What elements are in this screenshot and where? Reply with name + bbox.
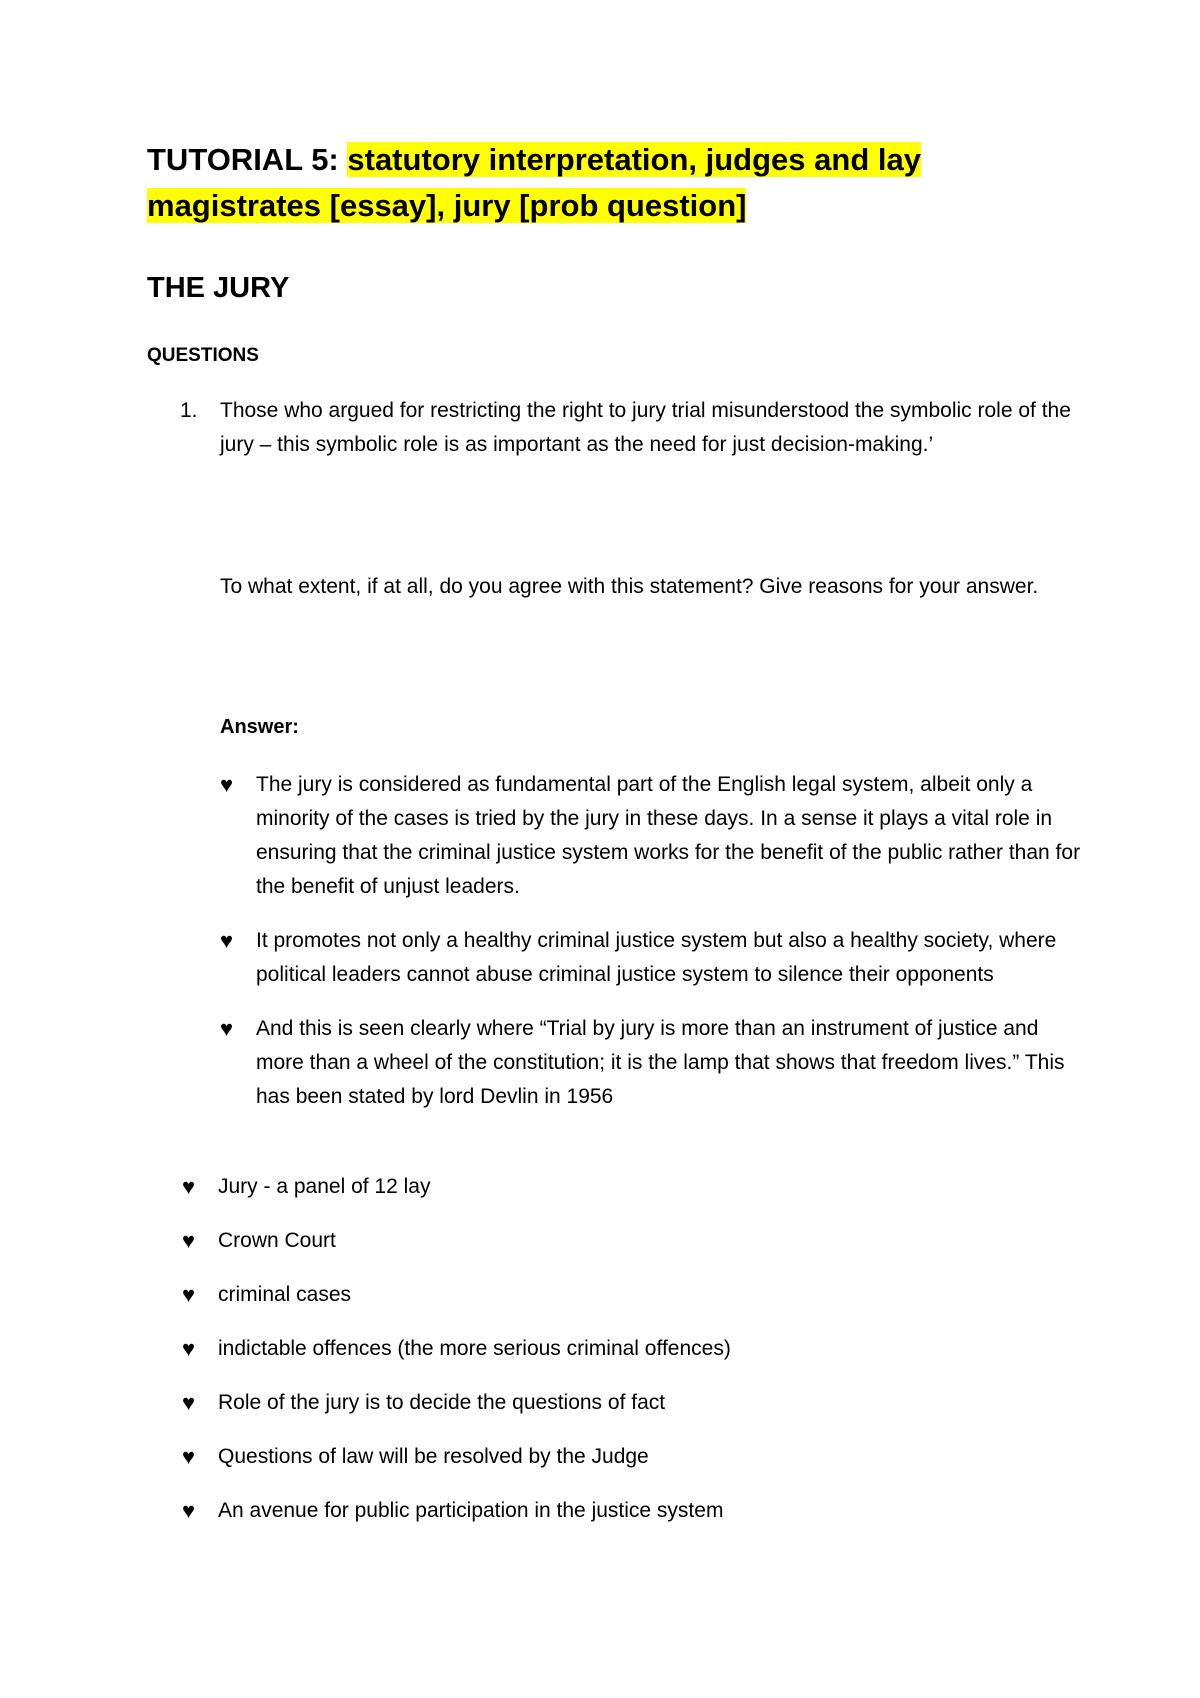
list-item bbox=[182, 1170, 1082, 1204]
list-item bbox=[182, 1332, 1082, 1366]
bullet-text: Crown Court bbox=[218, 1229, 336, 1252]
list-item bbox=[220, 768, 1090, 904]
answer-label: Answer: bbox=[220, 716, 299, 738]
heart-icon: ♥ bbox=[182, 1282, 196, 1307]
list-item bbox=[182, 1224, 1082, 1258]
heart-icon: ♥ bbox=[182, 1174, 196, 1199]
heart-icon: ♥ bbox=[182, 1336, 196, 1361]
bullet-text: criminal cases bbox=[218, 1283, 352, 1306]
notes-bullet-list bbox=[182, 1170, 1082, 1548]
list-item bbox=[182, 1386, 1082, 1420]
list-item bbox=[182, 1278, 1082, 1312]
question-text: Those who argued for restricting the right to jury trial misunderstood the symbolic role of the jury – this symbolic role is as important as the need for just decision-making.’ bbox=[220, 399, 1071, 456]
list-item bbox=[182, 1440, 1082, 1474]
bullet-text: indictable offences (the more serious criminal offences) bbox=[218, 1337, 731, 1360]
heart-icon: ♥ bbox=[220, 1016, 234, 1041]
tutorial-title-prefix: TUTORIAL 5: bbox=[147, 142, 348, 177]
bullet-text: An avenue for public participation in the justice system bbox=[218, 1499, 724, 1522]
heart-icon: ♥ bbox=[182, 1390, 196, 1415]
heart-icon: ♥ bbox=[220, 772, 234, 797]
tutorial-title-highlight-2: magistrates [essay], jury [prob question] bbox=[147, 188, 747, 223]
heart-icon: ♥ bbox=[182, 1444, 196, 1469]
list-item bbox=[182, 1494, 1082, 1528]
bullet-text: Role of the jury is to decide the questions of fact bbox=[218, 1391, 666, 1414]
list-item bbox=[220, 1012, 1090, 1114]
tutorial-title-line-2 bbox=[147, 186, 746, 226]
section-title: THE JURY bbox=[147, 272, 290, 304]
questions-label: QUESTIONS bbox=[147, 345, 259, 366]
tutorial-title-line-1 bbox=[147, 140, 921, 180]
list-item bbox=[220, 924, 1090, 992]
heart-icon: ♥ bbox=[220, 928, 234, 953]
tutorial-title-highlight-1: statutory interpretation, judges and lay bbox=[347, 142, 921, 177]
heart-icon: ♥ bbox=[182, 1498, 196, 1523]
bullet-text: Jury - a panel of 12 lay bbox=[218, 1175, 431, 1198]
bullet-text: And this is seen clearly where “Trial by jury is more than an instrument of justice and more than a wheel of the constitution; it is the lamp that shows that freedom lives.” This has been stated by lord Devlin in 1956 bbox=[256, 1017, 1065, 1108]
heart-icon: ♥ bbox=[182, 1228, 196, 1253]
question-prompt: To what extent, if at all, do you agree with this statement? Give reasons for your answer. bbox=[220, 575, 1039, 598]
question-number: 1. bbox=[180, 399, 198, 422]
answer-bullet-list bbox=[220, 768, 1090, 1134]
bullet-text: It promotes not only a healthy criminal justice system but also a healthy society, where political leaders cannot abuse criminal justice system to silence their opponents bbox=[256, 929, 1057, 986]
bullet-text: Questions of law will be resolved by the Judge bbox=[218, 1445, 649, 1468]
bullet-text: The jury is considered as fundamental part of the English legal system, albeit only a minority of the cases is tried by the jury in these days. In a sense it plays a vital role in ensuring that the criminal justice system works for the benefit of the public rather than for the benefit of unjust leaders. bbox=[256, 773, 1081, 898]
